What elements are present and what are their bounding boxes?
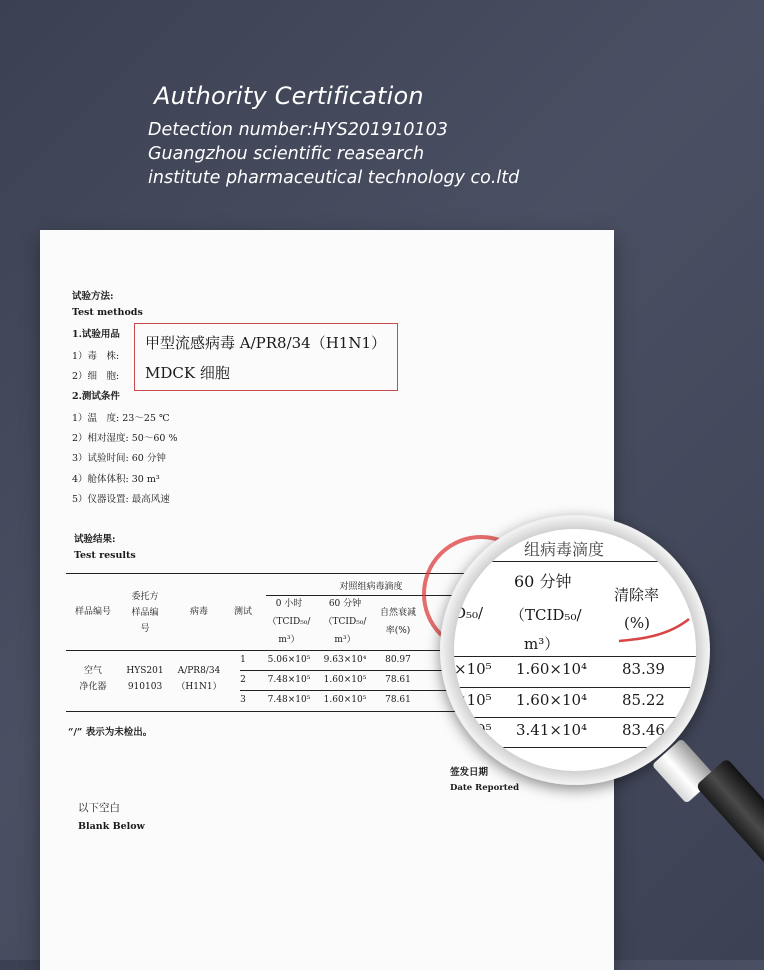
condition-temperature: 1）温 度: 23～25 ℃: [72, 413, 170, 424]
row-2-0h: 7.48×10⁵: [267, 675, 311, 685]
institute-line-2: institute pharmaceutical technology co.ltd: [148, 168, 520, 188]
sample-name-line: 净化器: [79, 682, 107, 692]
mag-row-2-rate: 85.22: [622, 691, 665, 709]
row-3-decay: 78.61: [385, 695, 411, 705]
blank-below-cn: 以下空白: [78, 802, 120, 814]
col-test: 测试: [233, 607, 252, 617]
mag-group-header: 组病毒滴度: [524, 540, 605, 559]
col-client-line: 号: [140, 624, 150, 634]
row-2-test: 2: [240, 675, 246, 685]
pen-mark: [614, 617, 694, 647]
col-60m-line: m³）: [334, 635, 356, 645]
method-heading-en: Test methods: [72, 307, 143, 318]
magnifier-handle: [695, 758, 764, 883]
table-bottom-rule: [66, 711, 476, 712]
col-60m-line: （TCID₅₀/: [323, 617, 367, 627]
mag-col-rate-line: 清除率: [614, 586, 660, 604]
table-header-rule: [66, 650, 476, 651]
col-client-line: 样品编: [131, 608, 159, 618]
condition-duration: 3）试验时间: 60 分钟: [72, 453, 166, 464]
mag-row-1-left: ×10⁵: [454, 660, 492, 678]
row-1-test: 1: [240, 655, 246, 665]
group-header: 对照组病毒滴度: [339, 582, 403, 592]
col-0h-line: m³）: [278, 635, 300, 645]
mag-row-rule-2: [454, 717, 696, 718]
table-note: “/” 表示为未检出。: [68, 727, 153, 738]
mag-col-60m-line: 60 分钟: [514, 572, 572, 591]
result-heading-en: Test results: [74, 550, 136, 561]
row-1-60m: 9.63×10⁴: [323, 655, 367, 665]
row-3-test: 3: [240, 695, 246, 705]
blank-below-en: Blank Below: [78, 821, 145, 832]
condition-volume: 4）舱体体积: 30 m³: [72, 474, 160, 485]
mag-row-1-rate: 83.39: [622, 660, 665, 678]
date-label-en: Date Reported: [450, 783, 520, 793]
virus-value: 甲型流感病毒 A/PR8/34（H1N1）: [145, 334, 387, 352]
mag-row-3-left: ×10⁵: [454, 721, 492, 739]
row-2-60m: 1.60×10⁵: [323, 675, 367, 685]
col-sample: 样品编号: [74, 607, 111, 617]
table-top-rule: [66, 573, 476, 574]
client-number-line: 910103: [127, 682, 163, 692]
cell-label: 2）细 胞:: [72, 371, 120, 382]
lens-view: [454, 529, 696, 771]
institute-line-1: Guangzhou scientific reasearch: [148, 144, 425, 164]
mag-row-2-left: ×10⁵: [454, 691, 492, 709]
section-1-heading: 1.试验用品: [72, 329, 120, 340]
highlight-box: [134, 323, 398, 391]
mag-col-60m-line: m³）: [524, 635, 560, 653]
mag-bottom-rule: [454, 747, 696, 748]
condition-setting: 5）仪器设置: 最高风速: [72, 494, 170, 505]
mag-row-rule-1: [454, 687, 696, 688]
sample-name-line: 空气: [83, 666, 102, 676]
row-1-0h: 5.06×10⁵: [267, 655, 311, 665]
virus-strain-line: （H1N1）: [176, 682, 222, 692]
mag-col-60m-line: （TCID₅₀/: [510, 606, 582, 624]
mag-header-rule: [454, 656, 696, 657]
row-1-decay: 80.97: [385, 655, 411, 665]
mag-row-2-60m: 1.60×10⁴: [516, 691, 588, 709]
method-heading-cn: 试验方法:: [72, 291, 114, 302]
mag-row-3-rate: 83.46: [622, 721, 665, 739]
client-number-line: HYS201: [126, 666, 164, 676]
virus-label: 1）毒 株:: [72, 351, 120, 362]
col-decay-line: 率(%): [385, 626, 411, 636]
mag-left-partial: D₅₀/: [454, 604, 484, 622]
col-0h-line: 0 小时: [275, 599, 303, 609]
virus-strain-line: A/PR8/34: [177, 666, 221, 676]
row-2-decay: 78.61: [385, 675, 411, 685]
row-3-60m: 1.60×10⁵: [323, 695, 367, 705]
condition-humidity: 2）相对湿度: 50～60 %: [72, 433, 178, 444]
mag-row-1-60m: 1.60×10⁴: [516, 660, 588, 678]
mag-row-3-60m: 3.41×10⁴: [516, 721, 588, 739]
col-client-line: 委托方: [131, 592, 159, 602]
col-0h-line: （TCID₅₀/: [267, 617, 311, 627]
col-virus: 病毒: [189, 607, 208, 617]
col-60m-line: 60 分钟: [328, 599, 362, 609]
hero-title: Authority Certification: [154, 82, 424, 110]
date-label-cn: 签发日期: [450, 767, 489, 778]
detection-number: Detection number:HYS201910103: [148, 120, 448, 140]
cell-value: MDCK 细胞: [145, 364, 230, 382]
section-2-heading: 2.测试条件: [72, 391, 120, 402]
result-heading-cn: 试验结果:: [74, 534, 116, 545]
mag-top-rule: [454, 561, 696, 562]
col-decay-line: 自然衰减: [379, 608, 416, 618]
mag-col-rate-line: (%): [624, 614, 650, 632]
row-3-0h: 7.48×10⁵: [267, 695, 311, 705]
